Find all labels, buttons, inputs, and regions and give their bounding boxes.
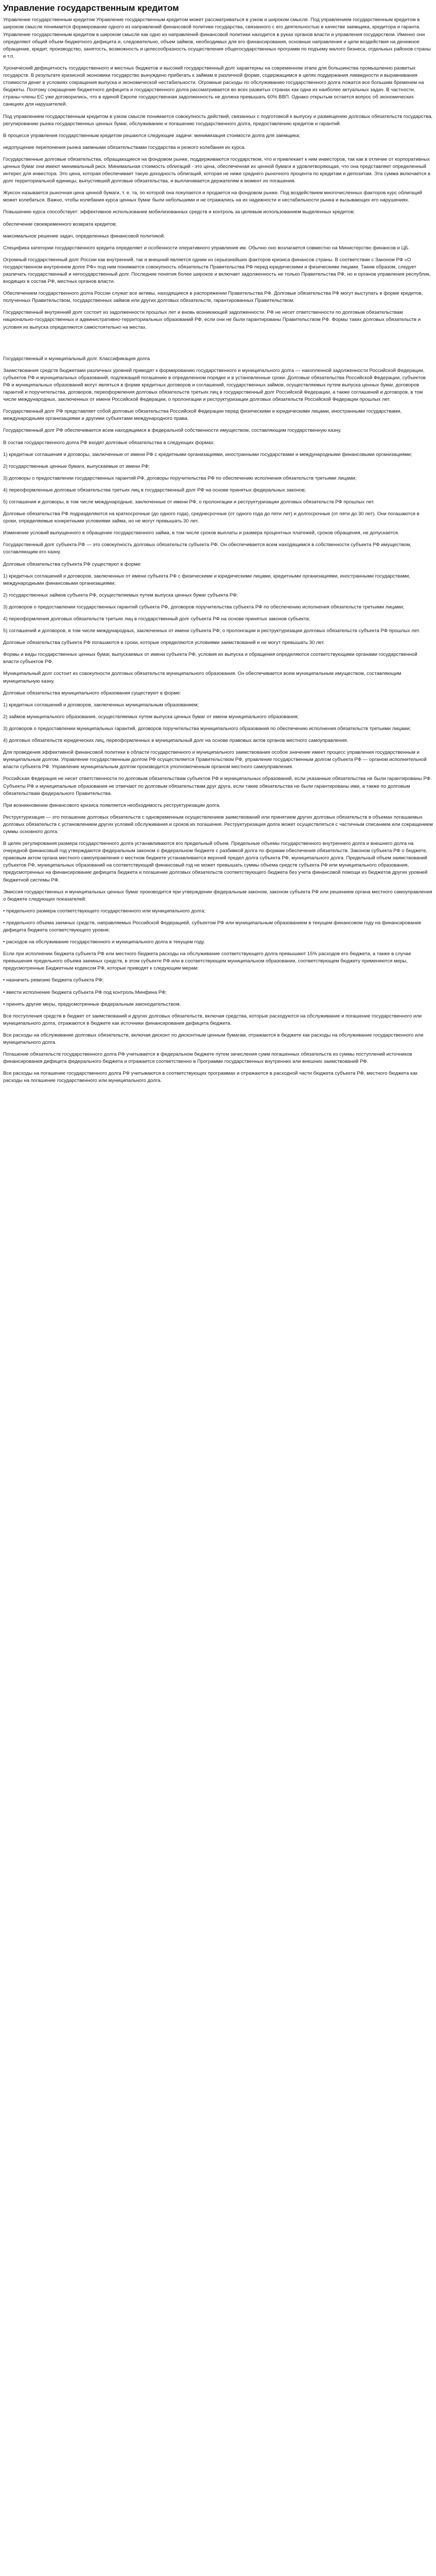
paragraph: 2) займов муниципального образования, осуществляемых путем выпуска ценных бумаг от имени муниципального образования;	[3, 714, 299, 720]
paragraph: При возникновении финансового кризиса появляется необходимость реструктуризации долга.	[3, 802, 221, 808]
paragraph: Все расходы на погашение государственного долга РФ учитываются в соответствующих программах и отражаются в расходной части бюджета субъекта РФ, местного бюджета как расходы на погашение государственного или муниципального долга.	[3, 1071, 417, 1084]
paragraph: Все расходы на обслуживание долговых обязательств, включая дисконт по дисконтным ценным бумагам, отражаются в бюджете как расходы на обслуживание государственного или муниципального долга.	[3, 1032, 424, 1046]
paragraph: максимальное решение задач, определенных финансовой политикой.	[3, 233, 165, 239]
page-title: Управление государственным кредитом	[3, 3, 179, 13]
paragraph: Управление государственным кредитом Управление государственным кредитом может рассматриваться в узком и широком смысле. Под управлением государственным кредитом в широком смысле понимается формирование одного из направлений финансовой политики государства, связанного с его деятельностью в качестве заемщика, кредитора и гаранта. Управление государственным кредитом в широком смысле как одно из направлений финансовой политики находится в руках органов власти и управления государством. Именно они определяют общий объем бюджетного дефицита и, следовательно, объем займов, необходимых для его финансирования, основные направления и цели воздействия на денежное обращение, кредит, производство, занятость, возможность и целесообразность осуществления общегосударственных программ по подъему малого бизнеса, отдельных районов страны и т.п.	[3, 17, 431, 59]
section-gap	[3, 336, 433, 355]
paragraph: Под управлением государственным кредитом в узком смысле понимается совокупность действий, связанных с подготовкой к выпуску и размещению долговых обязательств государства, регулированию рынка государственных ценных бумаг, обслуживанию и погашению государственного долга, предоставлению кредитов и гарантий.	[3, 113, 433, 127]
paragraph: Государственный внутренний долг состоит из задолженности прошлых лет и вновь возникающей задолженности. РФ не несет ответственности по долговым обязательствам национально-государственных и административно-территориальных образований РФ, если они не были гарантированы Правительством РФ. Формы таких долговых обязательств и условия их выпуска определяются самостоятельно на местах.	[3, 310, 421, 330]
paragraph: Долговые обязательства субъекта РФ погашаются в сроки, которые определяются условиями заимствований и не могут превышать 30 лет.	[3, 640, 325, 646]
paragraph: Долговые обязательства РФ подразделяются на краткосрочные (до одного года), среднесрочные (от одного года до пяти лет) и долгосрочные (от пяти до 30 лет). Они погашаются в сроки, определяемые конкретными условиями займа, но не могут превышать 30 лет.	[3, 511, 420, 524]
paragraph: Погашение обязательств государственного долга РФ учитывается в федеральном бюджете путем зачисления сумм погашенных обязательств из суммы поступлений источников финансирования дефицита федерального бюджета и отражается соответственно в Программе государственных внутренних или внешних заимствований РФ.	[3, 1052, 412, 1065]
paragraph: Заимствования средств бюджетами различных уровней приводят к формированию государственного и муниципального долга — накопленной задолженности Российской Федерации, субъектов РФ и муниципальных образований, подлежащей погашению в определенном порядке и в установленные сроки. Долговые обязательства Российской Федерации, субъектов РФ и муниципальных образований могут являться в форме кредитных договоров и соглашений, государственных займов, осуществляемых путем выпуска ценных бумаг, договоров гарантий и поручительства, договоров, переоформления долговых обязательств третьих лиц в государственный долг Российской Федерации, а также соглашений и договоров, в том числе международных, заключенных от имени Российской Федерации, о пролонгации и реструктуризации долговых обязательств Российской Федерации прошлых лет.	[3, 367, 426, 403]
paragraph: Формы и виды государственных ценных бумаг, выпускаемых от имени субъекта РФ, условия их выпуска и обращения определяются соответствующими органами государственной власти субъектов РФ.	[3, 652, 417, 665]
paragraph: Реструктуризация — это погашение долговых обязательств с одновременным осуществлением заимствований или принятием других долговых обязательств в объемах погашаемых долговых обязательств с установлением других условий обслуживания и сроков их погашения. Реструктуризация долга может осуществляться с частичным списанием или сокращением суммы основного долга.	[3, 814, 433, 835]
paragraph: Российская Федерация не несет ответственности по долговым обязательствам субъектов РФ и муниципальных образований, если указанные обязательства не были гарантированы РФ. Субъекты РФ и муниципальные образования не отвечают по долговым обязательствам друг друга, если такие обязательства не были гарантированы ими, а также по долговым обязательствам федерального Правительства.	[3, 776, 432, 796]
paragraph: Все поступления средств в бюджет от заимствований и других долговых обязательств, включая средства, которые расходуются на обслуживание и погашение государственного или муниципального долга, отражаются в бюджете как источники финансирования дефицита бюджета.	[3, 1013, 422, 1026]
paragraph: 4) переоформления долговых обязательств третьих лиц в государственный долг субъекта РФ на основе принятых законов субъекта;	[3, 616, 310, 622]
paragraph: Обеспечением государственного долга России служат все активы, находящиеся в распоряжении Правительства РФ. Долговые обязательства РФ могут выступать в форме кредитов, полученных Правительством, государственных займов или других долговых обязательств, гарантированных Правительством.	[3, 291, 423, 304]
paragraph: Жуксон называется рыночная цена ценной бумаги, т. е. та, по которой она покупается и продается на фондовом рынке. Под воздействием многочисленных факторов курс облигаций может колебаться. Важно, чтобы колебания курса ценных бумаг были небольшими и не отражались на их надежности и нестабильности рынка и вызывающих его нарушениях.	[3, 190, 422, 204]
paragraph: В состав государственного долга РФ входят долговые обязательства в следующих формах:	[3, 439, 215, 446]
paragraph: недопущение перепонения рынка заемными обязательствами государства и резкого колебания их курса.	[3, 144, 246, 150]
paragraph: 3) договоров о предоставлении муниципальных гарантий, договоров поручительства муниципального образования по обеспечению исполнения обязательств третьими лицами;	[3, 725, 411, 732]
paragraph: Повышению курса способствует: эффективное использование мобилизованных средств и контроль за целевым использованием выделенных кредитов;	[3, 209, 355, 215]
paragraph: • принять другие меры, предусмотренные федеральным законодательством.	[3, 1001, 181, 1007]
paragraph: Изменение условий выпущенного в обращение государственного займа, в том числе сроков выплаты и размера процентных платежей, сроков обращения, не допускается.	[3, 530, 399, 536]
paragraph: Хронический дефицитность государственного и местных бюджетов и высокий государственный долг характерны на современном этапе для большинства промышленно развитых государств. В результате кризисной экономики государство вынуждено прибегать к займам в различной форме, содержащимся в целях поддержания ликвидности и выравнивания стоимости денег в условиях сокращения выпуска и экономической нестабильности. Огромные расходы по обслуживанию государственного долга ложатся все большим бременем на бюджеты. Поэтому сокращение бюджетного дефицита и государственного долга рассматривается во всех развитых странах как одна из наиболее актуальных задач. В частности, страны-члены ЕС уже договорились, что в единой Европе государственная задолженность не должна превышать 60% ВВП. Однако открытым остается вопрос об экономических санкциях для нарушителей.	[3, 65, 424, 108]
paragraph: Государственные долговые обязательства, обращающиеся на фондовом рынке, поддерживаются государством, что и привлекает к ним инвесторов, так как в отличие от корпоративных ценных бумаг они имеют минимальный риск. Минимальная стоимость облигаций - это цена, обеспеченная их ценной бумаги и удовлетворяющая, что она представляет определенный интерес для инвестора. Это цена, которая обеспечивает такую доходность облигаций, которая не ниже среднего рыночного процента по кредитам и депозитам. Эта сумма включается в долг территориальной единицы, выпустившей долговые обязательства, и выплачивается держателям в момент их погашения.	[3, 156, 431, 184]
paragraph: • ввести исполнение бюджета субъекта РФ под контроль Минфина РФ;	[3, 989, 167, 995]
paragraph: 5) соглашений и договоров, в том числе международных, заключенных от имени субъекта РФ, о пролонгации и реструктуризации долговых обязательств субъекта РФ прошлых лет.	[3, 628, 420, 634]
paragraph: 3) договоров о предоставлении государственных гарантий субъекта РФ, договоров поручительства субъекта РФ по обеспечению исполнения обязательств третьими лицами;	[3, 604, 405, 610]
paragraph: Огромный государственный долг России как внутренний, так и внешний является одним из серьезнейших факторов кризиса финансов страны. В соответствии с Законом РФ «О государственном внутреннем долге РФ» под ним понимается совокупность обязательств Правительства РФ перед юридическими и физическими лицами. Таким образом, следует различать государственный и негосударственный долг. Последние понятия более широкое и включает задолженность не только Правительства РФ, но и органов управления республик, входящих в состав РФ, местных органов власти.	[3, 257, 431, 285]
section-part1	[3, 16, 433, 331]
paragraph: 4) долговых обязательств юридических лиц, переоформленных в муниципальный долг на основе правовых актов органов местного самоуправления.	[3, 738, 348, 744]
paragraph: обеспечение своевременного возврата кредитов;	[3, 221, 117, 227]
paragraph: • предельного размера соответствующего государственного или муниципального долга;	[3, 908, 206, 914]
section-part2	[3, 355, 433, 1085]
paragraph: Эмиссия государственных и муниципальных ценных бумаг производится при утверждении федеральным законом, законом субъекта РФ или решением органа местного самоуправления о бюджете следующих показателей:	[3, 889, 432, 902]
paragraph: Долговые обязательства субъекта РФ существуют в форме:	[3, 561, 142, 567]
paragraph: Муниципальный долг состоит из совокупности долговых обязательств муниципального образования. Он обеспечивается всем муниципальным имуществом, составляющим муниципальную казну.	[3, 671, 402, 684]
paragraph: 2) государственные ценные бумаги, выпускаемые от имени РФ;	[3, 463, 150, 469]
paragraph: Для проведения эффективной финансовой политики в области государственного и муниципального заимствования особое значение имеет процесс управления государственным и муниципальным долгом. Управление государственным долгом РФ осуществляется Правительством РФ, управление государственным долгом субъекта РФ — органом исполнительной власти субъекта РФ. Управление муниципальным долгом производится уполномоченным органом местного самоуправления.	[3, 750, 427, 770]
paragraph: • расходов на обслуживание государственного и муниципального долга в текущем году.	[3, 939, 205, 945]
paragraph: Государственный долг субъекта РФ — это совокупность долговых обязательств субъекта РФ. Он обеспечивается всем находящимся в собственности субъекта РФ имуществом, составляющим его казну.	[3, 542, 412, 555]
paragraph: 1) кредитные соглашения и договоры, заключенные от имени РФ с кредитными организациями, иностранными государствами и международными финансовыми организациями;	[3, 451, 412, 457]
paragraph: Государственный долг РФ обеспечивается всем находящимся в федеральной собственности имуществом, составляющим государственную казну.	[3, 428, 342, 434]
paragraph: 3) договоры о предоставлении государственных гарантий РФ, договоры поручительства РФ по обеспечению исполнения обязательств третьими лицами;	[3, 475, 357, 481]
paragraph: • назначить ревизию бюджета субъекта РФ;	[3, 977, 104, 984]
paragraph: 2) государственных займов субъекта РФ, осуществляемых путем выпуска ценных бумаг субъекта РФ;	[3, 592, 238, 598]
paragraph: Если при исполнении бюджета субъекта РФ или местного бюджета расходы на обслуживание соответствующего долга превышают 15% расходов его бюджета, а также в случае превышения предельного объема заемных средств, в этом субъекте РФ или в соответствующем муниципальном образовании, соответствующем бюджету применяются меры, предусмотренные Бюджетным кодексом РФ, которые приводят к следующим мерам:	[3, 951, 411, 972]
document-page	[0, 0, 436, 1095]
paragraph: 4) переоформленные долговые обязательства третьих лиц в государственный долг РФ на основе принятых федеральных законов;	[3, 487, 306, 493]
paragraph: 1) кредитных соглашений и договоров, заключенных от имени субъекта РФ с физическими и юридическими лицами, кредитными организациями, иностранными государствами, международными финансовыми организациями;	[3, 573, 410, 586]
paragraph: В целях регулирования размера государственного долга устанавливаются его предельный объем. Предельные объемы государственного внутреннего долга и внешнего долга на очередной финансовый год утверждаются федеральным законом о федеральном бюджете с разбивкой долга по формам обеспечения обязательств. Законом субъекта РФ о бюджете, правовым актом органа местного самоуправления о местном бюджете устанавливается верхний предел долга субъекта РФ, муниципального долга. Предельный объем заимствований субъектов РФ, муниципальных образований на соответствующий финансовый год не может превышать суммы объема средств субъекта РФ или муниципального образования, предусмотренных на финансирование дефицита бюджета и погашение долговых обязательств соответствующего бюджета без учета финансовой помощи из бюджетов других уровней бюджетной системы РФ.	[3, 841, 428, 883]
paragraph: Долговые обязательства муниципального образования существуют в форме:	[3, 690, 181, 696]
paragraph: Государственный и муниципальный долг. Классификация долга	[3, 355, 150, 362]
paragraph: Специфика категории государственного кредита определяет и особенности оперативного управления им. Обычно оно возлагается совместно на Министерство финансов и ЦБ.	[3, 245, 410, 251]
paragraph: В процессе управления государственным кредитом решаются следующие задачи: минимизация стоимости долга для заемщика;	[3, 132, 301, 139]
paragraph: • предельного объема заемных средств, направляемых Российской Федерацией, субъектом РФ или муниципальным образованием в текущем финансовом году на финансирование дефицита бюджета соответствующего уровня;	[3, 920, 422, 934]
paragraph: 1) кредитных соглашений и договоров, заключенных муниципальным образованием;	[3, 702, 199, 708]
paragraph: 5) соглашения и договоры, в том числе международные, заключенные от имени РФ, о пролонгации и реструктуризации долговых обязательств РФ прошлых лет.	[3, 499, 375, 505]
paragraph: Государственный долг РФ представляет собой долговые обязательства Российской Федерации перед физическими и юридическими лицами, иностранными государствами, международными организациями и другими субъектами международного права.	[3, 409, 402, 422]
